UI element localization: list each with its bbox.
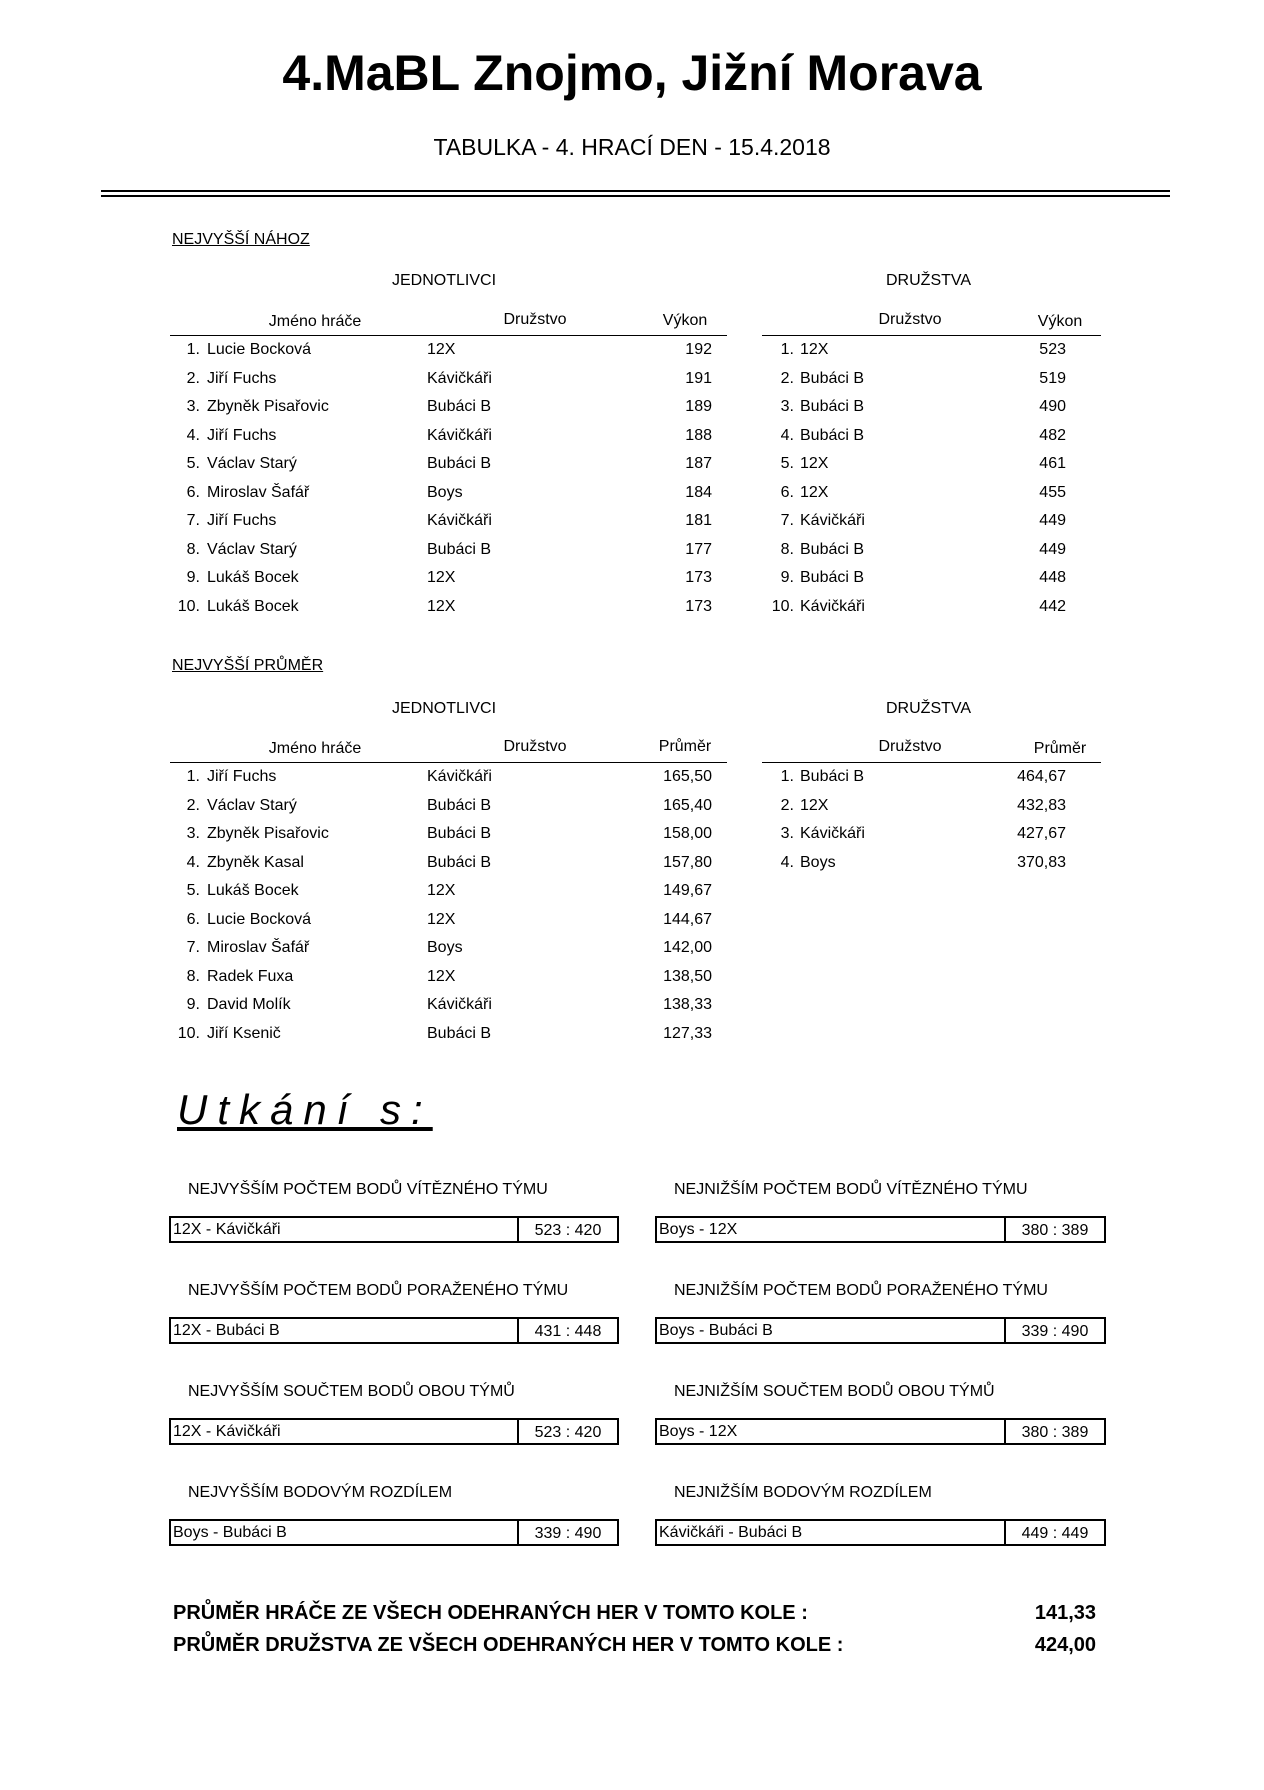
table-row bbox=[170, 939, 730, 967]
row-rank: 1. bbox=[186, 768, 200, 785]
nahoz-teams-header-line bbox=[762, 335, 1101, 336]
row-player-name: Václav Starý bbox=[207, 796, 297, 814]
row-team: Bubáci B bbox=[800, 540, 865, 558]
utkani-match: 12X - Kávičkáři bbox=[173, 1221, 281, 1238]
row-team: Kávičkáři bbox=[427, 768, 492, 785]
row-value: 192 bbox=[685, 341, 712, 358]
utkani-record-box bbox=[169, 1519, 619, 1546]
nahoz-col-name: Jméno hráče bbox=[268, 313, 362, 330]
utkani-match: Boys - Bubáci B bbox=[659, 1322, 773, 1339]
row-rank: 8. bbox=[186, 967, 200, 985]
table-row bbox=[170, 968, 730, 996]
row-rank: 1. bbox=[780, 768, 794, 785]
table-row bbox=[170, 512, 730, 540]
prumer-individual-header-line bbox=[170, 762, 727, 763]
prumer-col-value: Průměr bbox=[658, 738, 712, 755]
row-value: 523 bbox=[1039, 341, 1066, 358]
row-player-name: Jiří Fuchs bbox=[207, 512, 277, 529]
row-player-name: David Molík bbox=[207, 996, 291, 1013]
row-rank: 5. bbox=[780, 455, 794, 472]
row-value: 490 bbox=[1039, 398, 1066, 415]
table-row bbox=[762, 512, 1102, 540]
row-rank: 2. bbox=[186, 369, 200, 387]
row-value: 449 bbox=[1039, 540, 1066, 558]
utkani-record-label: NEJNIŽŠÍM BODOVÝM ROZDÍLEM bbox=[674, 1484, 932, 1501]
utkani-score: 339 : 490 bbox=[517, 1521, 617, 1544]
summary-player-label: PRŮMĚR HRÁČE ZE VŠECH ODEHRANÝCH HER V TOMTO KOLE : bbox=[173, 1602, 808, 1624]
row-rank: 9. bbox=[186, 569, 200, 586]
table-row bbox=[762, 370, 1102, 398]
row-value: 442 bbox=[1039, 597, 1066, 615]
row-rank: 10. bbox=[177, 597, 200, 615]
row-team: Bubáci B bbox=[800, 768, 865, 785]
row-player-name: Lukáš Bocek bbox=[207, 597, 299, 615]
row-rank: 4. bbox=[780, 853, 794, 871]
row-team: 12X bbox=[427, 910, 456, 928]
table-row bbox=[170, 1025, 730, 1053]
prumer-col-team: Družstvo bbox=[503, 738, 567, 755]
row-value: 184 bbox=[685, 483, 712, 501]
table-row bbox=[762, 341, 1102, 369]
row-team: Bubáci B bbox=[800, 426, 865, 444]
utkani-match: Boys - 12X bbox=[659, 1423, 738, 1440]
row-rank: 3. bbox=[780, 825, 794, 842]
row-player-name: Miroslav Šafář bbox=[207, 483, 310, 501]
row-rank: 6. bbox=[780, 483, 794, 501]
row-player-name: Lucie Bocková bbox=[207, 341, 312, 358]
row-rank: 2. bbox=[780, 796, 794, 814]
row-team: 12X bbox=[800, 455, 829, 472]
summary-player-value: 141,33 bbox=[1034, 1602, 1096, 1624]
table-row bbox=[762, 484, 1102, 512]
row-value: 191 bbox=[685, 369, 712, 387]
nahoz-teams-col-team: Družstvo bbox=[878, 311, 942, 328]
row-player-name: Jiří Ksenič bbox=[207, 1024, 281, 1042]
table-row bbox=[170, 797, 730, 825]
row-rank: 7. bbox=[780, 512, 794, 529]
utkani-match: Boys - 12X bbox=[659, 1221, 738, 1238]
row-rank: 2. bbox=[780, 369, 794, 387]
utkani-score: 523 : 420 bbox=[517, 1420, 617, 1443]
prumer-col-name: Jméno hráče bbox=[268, 740, 362, 757]
row-value: 189 bbox=[685, 398, 712, 415]
row-team: Bubáci B bbox=[427, 796, 492, 814]
utkani-match: 12X - Bubáci B bbox=[173, 1322, 280, 1339]
row-player-name: Zbyněk Pisařovic bbox=[207, 825, 329, 842]
row-value: 448 bbox=[1039, 569, 1066, 586]
row-team: Boys bbox=[800, 853, 836, 871]
row-team: Kávičkáři bbox=[427, 369, 492, 387]
row-value: 427,67 bbox=[1017, 825, 1066, 842]
row-rank: 2. bbox=[186, 796, 200, 814]
row-team: Kávičkáři bbox=[800, 512, 865, 529]
nahoz-individual-header-line bbox=[170, 335, 727, 336]
row-value: 158,00 bbox=[663, 825, 712, 842]
row-value: 138,50 bbox=[663, 967, 712, 985]
row-player-name: Radek Fuxa bbox=[207, 967, 294, 985]
table-row bbox=[762, 797, 1102, 825]
summary-team-label: PRŮMĚR DRUŽSTVA ZE VŠECH ODEHRANÝCH HER V TOMTO KOLE : bbox=[173, 1634, 844, 1656]
table-row bbox=[170, 370, 730, 398]
table-row bbox=[170, 341, 730, 369]
table-row bbox=[762, 825, 1102, 853]
row-team: Bubáci B bbox=[427, 398, 492, 415]
prumer-individual-heading: JEDNOTLIVCI bbox=[392, 700, 497, 717]
table-row bbox=[762, 854, 1102, 882]
utkani-record-label: NEJVYŠŠÍM BODOVÝM ROZDÍLEM bbox=[188, 1484, 453, 1501]
row-rank: 4. bbox=[186, 853, 200, 871]
utkani-record-box bbox=[655, 1418, 1106, 1445]
utkani-record-label: NEJVYŠŠÍM POČTEM BODŮ VÍTĚZNÉHO TÝMU bbox=[188, 1181, 548, 1198]
row-rank: 10. bbox=[771, 597, 794, 615]
row-team: Bubáci B bbox=[427, 825, 492, 842]
row-player-name: Lukáš Bocek bbox=[207, 882, 299, 899]
utkani-record-box bbox=[655, 1317, 1106, 1344]
row-player-name: Václav Starý bbox=[207, 455, 297, 472]
nahoz-teams-heading: DRUŽSTVA bbox=[886, 272, 972, 289]
row-value: 181 bbox=[685, 512, 712, 529]
row-rank: 4. bbox=[780, 426, 794, 444]
row-rank: 8. bbox=[186, 540, 200, 558]
prumer-teams-col-value: Průměr bbox=[1033, 740, 1087, 757]
utkani-score: 339 : 490 bbox=[1004, 1319, 1104, 1342]
row-value: 165,40 bbox=[663, 796, 712, 814]
table-row bbox=[762, 427, 1102, 455]
table-row bbox=[762, 598, 1102, 626]
utkani-match: 12X - Kávičkáři bbox=[173, 1423, 281, 1440]
utkani-score: 431 : 448 bbox=[517, 1319, 617, 1342]
table-row bbox=[762, 398, 1102, 426]
utkani-record-label: NEJVYŠŠÍM SOUČTEM BODŮ OBOU TÝMŮ bbox=[188, 1383, 515, 1400]
row-value: 449 bbox=[1039, 512, 1066, 529]
row-rank: 4. bbox=[186, 426, 200, 444]
row-player-name: Lucie Bocková bbox=[207, 910, 312, 928]
utkani-match: Boys - Bubáci B bbox=[173, 1524, 287, 1541]
row-team: Bubáci B bbox=[427, 1024, 492, 1042]
table-row bbox=[170, 569, 730, 597]
row-value: 157,80 bbox=[663, 853, 712, 871]
utkani-record-label: NEJNIŽŠÍM POČTEM BODŮ PORAŽENÉHO TÝMU bbox=[674, 1282, 1048, 1299]
row-team: Bubáci B bbox=[427, 540, 492, 558]
row-team: 12X bbox=[427, 882, 456, 899]
row-team: 12X bbox=[427, 569, 456, 586]
row-team: Kávičkáři bbox=[427, 512, 492, 529]
row-team: Kávičkáři bbox=[427, 996, 492, 1013]
table-row bbox=[170, 484, 730, 512]
table-row bbox=[170, 825, 730, 853]
utkani-record-box bbox=[169, 1317, 619, 1344]
table-row bbox=[762, 768, 1102, 796]
table-row bbox=[170, 541, 730, 569]
utkani-score: 523 : 420 bbox=[517, 1218, 617, 1241]
utkani-match: Kávičkáři - Bubáci B bbox=[659, 1524, 803, 1541]
row-team: Bubáci B bbox=[427, 455, 492, 472]
prumer-teams-col-team: Družstvo bbox=[878, 738, 942, 755]
row-team: Boys bbox=[427, 939, 463, 956]
row-player-name: Václav Starý bbox=[207, 540, 297, 558]
utkani-record-box bbox=[169, 1216, 619, 1243]
utkani-score: 380 : 389 bbox=[1004, 1420, 1104, 1443]
table-row bbox=[170, 427, 730, 455]
row-player-name: Jiří Fuchs bbox=[207, 426, 277, 444]
row-value: 173 bbox=[685, 569, 712, 586]
row-value: 142,00 bbox=[663, 939, 712, 956]
table-row bbox=[170, 455, 730, 483]
row-value: 149,67 bbox=[663, 882, 712, 899]
row-team: Bubáci B bbox=[800, 569, 865, 586]
utkani-score: 380 : 389 bbox=[1004, 1218, 1104, 1241]
row-team: Kávičkáři bbox=[800, 825, 865, 842]
header-rule-bottom bbox=[101, 195, 1170, 197]
page-subtitle: TABULKA - 4. HRACÍ DEN - 15.4.2018 bbox=[433, 134, 831, 160]
table-row bbox=[762, 541, 1102, 569]
header-rule-top bbox=[101, 190, 1170, 192]
row-rank: 6. bbox=[186, 910, 200, 928]
row-team: 12X bbox=[800, 341, 829, 358]
nahoz-col-value: Výkon bbox=[662, 312, 708, 329]
row-team: Bubáci B bbox=[427, 853, 492, 871]
row-value: 432,83 bbox=[1017, 796, 1066, 814]
row-team: 12X bbox=[427, 967, 456, 985]
utkani-record-box bbox=[169, 1418, 619, 1445]
utkani-record-label: NEJNIŽŠÍM POČTEM BODŮ VÍTĚZNÉHO TÝMU bbox=[674, 1181, 1028, 1198]
row-rank: 5. bbox=[186, 455, 200, 472]
utkani-record-label: NEJVYŠŠÍM POČTEM BODŮ PORAŽENÉHO TÝMU bbox=[188, 1282, 569, 1299]
row-rank: 1. bbox=[186, 341, 200, 358]
row-team: Boys bbox=[427, 483, 463, 501]
row-value: 144,67 bbox=[663, 910, 712, 928]
utkani-record-label: NEJNIŽŠÍM SOUČTEM BODŮ OBOU TÝMŮ bbox=[674, 1383, 995, 1400]
prumer-teams-header-line bbox=[762, 762, 1101, 763]
row-rank: 6. bbox=[186, 483, 200, 501]
table-row bbox=[170, 398, 730, 426]
row-rank: 5. bbox=[186, 882, 200, 899]
utkani-record-box bbox=[655, 1216, 1106, 1243]
row-value: 188 bbox=[685, 426, 712, 444]
table-row bbox=[170, 911, 730, 939]
row-player-name: Zbyněk Kasal bbox=[207, 853, 304, 871]
row-rank: 3. bbox=[186, 825, 200, 842]
row-player-name: Jiří Fuchs bbox=[207, 768, 277, 785]
table-row bbox=[762, 569, 1102, 597]
nahoz-teams-col-value: Výkon bbox=[1037, 313, 1083, 330]
row-player-name: Miroslav Šafář bbox=[207, 939, 310, 956]
table-row bbox=[170, 854, 730, 882]
table-row bbox=[170, 598, 730, 626]
row-value: 177 bbox=[685, 540, 712, 558]
row-player-name: Zbyněk Pisařovic bbox=[207, 398, 329, 415]
row-rank: 1. bbox=[780, 341, 794, 358]
nahoz-individual-heading: JEDNOTLIVCI bbox=[392, 272, 497, 289]
utkani-score: 449 : 449 bbox=[1004, 1521, 1104, 1544]
row-value: 455 bbox=[1039, 483, 1066, 501]
row-team: 12X bbox=[427, 341, 456, 358]
row-value: 519 bbox=[1039, 369, 1066, 387]
row-value: 464,67 bbox=[1017, 768, 1066, 785]
table-row bbox=[170, 768, 730, 796]
nahoz-col-team: Družstvo bbox=[503, 311, 567, 328]
row-team: 12X bbox=[427, 597, 456, 615]
row-value: 165,50 bbox=[663, 768, 712, 785]
table-row bbox=[170, 882, 730, 910]
row-value: 127,33 bbox=[663, 1024, 712, 1042]
row-rank: 10. bbox=[177, 1024, 200, 1042]
row-value: 482 bbox=[1039, 426, 1066, 444]
utkani-heading: Utkání s: bbox=[177, 1086, 433, 1133]
row-rank: 3. bbox=[780, 398, 794, 415]
prumer-teams-heading: DRUŽSTVA bbox=[886, 700, 972, 717]
row-value: 173 bbox=[685, 597, 712, 615]
row-rank: 9. bbox=[780, 569, 794, 586]
row-rank: 7. bbox=[186, 939, 200, 956]
row-value: 461 bbox=[1039, 455, 1066, 472]
section-heading-prumer: NEJVYŠŠÍ PRŮMĚR bbox=[172, 657, 324, 674]
page-title: 4.MaBL Znojmo, Jižní Morava bbox=[282, 45, 982, 101]
row-team: Kávičkáři bbox=[800, 597, 865, 615]
row-player-name: Jiří Fuchs bbox=[207, 369, 277, 387]
utkani-record-box bbox=[655, 1519, 1106, 1546]
row-rank: 7. bbox=[186, 512, 200, 529]
table-row bbox=[170, 996, 730, 1024]
row-rank: 8. bbox=[780, 540, 794, 558]
row-team: 12X bbox=[800, 483, 829, 501]
summary-team-value: 424,00 bbox=[1034, 1634, 1096, 1656]
row-value: 370,83 bbox=[1017, 853, 1066, 871]
row-team: Kávičkáři bbox=[427, 426, 492, 444]
row-rank: 3. bbox=[186, 398, 200, 415]
section-heading-nahoz: NEJVYŠŠÍ NÁHOZ bbox=[172, 231, 310, 248]
row-value: 187 bbox=[685, 455, 712, 472]
table-row bbox=[762, 455, 1102, 483]
row-rank: 9. bbox=[186, 996, 200, 1013]
row-team: 12X bbox=[800, 796, 829, 814]
row-team: Bubáci B bbox=[800, 369, 865, 387]
row-value: 138,33 bbox=[663, 996, 712, 1013]
row-team: Bubáci B bbox=[800, 398, 865, 415]
row-player-name: Lukáš Bocek bbox=[207, 569, 299, 586]
